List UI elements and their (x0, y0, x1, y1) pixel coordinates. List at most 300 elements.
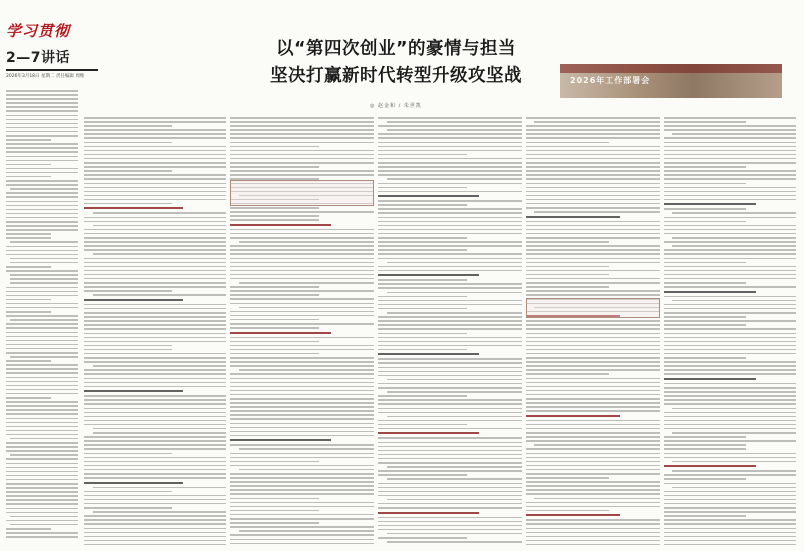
photo-banner-text: 2026年工作部署会 (570, 76, 651, 85)
body-text-line (230, 526, 374, 528)
body-text-line (6, 266, 51, 268)
body-text-line (230, 361, 374, 363)
body-text-line (230, 406, 374, 408)
body-text-line (378, 133, 522, 135)
body-text-line (6, 336, 78, 338)
body-text-line (378, 525, 522, 527)
section-subhead (378, 512, 479, 514)
body-text-line (230, 386, 374, 388)
body-text-line (526, 237, 660, 239)
body-text-line (664, 170, 796, 172)
body-text-line (378, 166, 522, 168)
body-text-line (378, 395, 467, 397)
headline-line-1: 以“第四次创业”的豪情与担当 (275, 39, 516, 59)
body-text-line (6, 156, 78, 158)
body-text-line (6, 287, 78, 289)
body-text-line (6, 422, 78, 424)
body-text-line (230, 298, 374, 300)
body-text-line (230, 133, 374, 135)
body-text-line (10, 278, 78, 280)
body-text-line (526, 461, 660, 463)
body-text-line (526, 191, 660, 193)
body-text-line (378, 183, 522, 185)
body-text-line (84, 150, 226, 152)
body-text-line (230, 337, 374, 339)
body-text-line (664, 511, 796, 513)
body-text-line (6, 303, 78, 305)
body-text-line (664, 221, 746, 223)
body-text-line (526, 386, 660, 388)
body-text-line (664, 129, 796, 131)
body-text-line (387, 416, 522, 418)
body-text-line (664, 312, 796, 314)
body-text-line (378, 454, 522, 456)
body-text-line (526, 424, 660, 426)
section-subhead (84, 390, 183, 392)
body-text-line (230, 365, 374, 367)
body-text-line (84, 420, 226, 422)
body-text-line (378, 217, 522, 219)
body-text-line (84, 241, 226, 243)
body-text-line (230, 207, 319, 209)
body-text-line (84, 270, 226, 272)
body-text-line (84, 540, 226, 542)
body-text-line (6, 184, 78, 186)
body-text-line (239, 530, 374, 532)
body-text-line (664, 387, 796, 389)
body-text-line (378, 495, 522, 497)
body-text-line (239, 448, 374, 450)
body-text-line (378, 349, 467, 351)
body-text-line (526, 473, 660, 475)
body-text-line (6, 135, 78, 137)
body-text-line (84, 361, 226, 363)
body-text-line (84, 477, 226, 479)
body-text-line (230, 323, 374, 325)
body-text-line (6, 180, 78, 182)
body-text-line (6, 233, 51, 235)
body-text-line (230, 539, 374, 541)
body-text-line (664, 503, 796, 505)
headline-line-2: 坚决打赢新时代转型升级攻坚战 (270, 66, 522, 86)
body-text-line (378, 474, 467, 476)
body-text-line (526, 390, 660, 392)
body-text-line (664, 412, 796, 414)
body-text-line (378, 403, 522, 405)
body-text-line (84, 532, 226, 534)
body-text-line (526, 378, 660, 380)
body-text-line (6, 340, 78, 342)
body-text-line (664, 523, 796, 525)
body-text-line (84, 199, 226, 201)
body-text-line (230, 414, 374, 416)
body-text-line (664, 162, 796, 164)
body-text-line (378, 424, 467, 426)
body-text-line (664, 403, 796, 405)
body-text-line (526, 353, 660, 355)
body-text-line (6, 344, 78, 346)
body-text-line (230, 327, 319, 329)
body-text-line (664, 217, 796, 219)
body-text-line (84, 503, 226, 505)
body-text-line (378, 233, 522, 235)
body-text-line (84, 178, 226, 180)
body-text-line (526, 137, 660, 139)
body-text-line (230, 315, 374, 317)
body-text-line (378, 253, 522, 255)
body-text-line (6, 221, 78, 223)
body-text-line (526, 195, 660, 197)
body-text-line (10, 454, 78, 456)
body-text-line (526, 493, 660, 495)
section-subhead (664, 378, 756, 380)
body-text-line (378, 341, 522, 343)
body-text-line (378, 521, 522, 523)
body-text-line (6, 528, 51, 530)
body-text-line (526, 519, 660, 521)
body-text-line (84, 337, 226, 339)
body-text-line (230, 543, 374, 545)
body-text-line (378, 408, 522, 410)
body-text-line (6, 332, 78, 334)
body-text-line (664, 383, 796, 385)
body-text-line (6, 491, 78, 493)
body-text-line (230, 286, 319, 288)
body-text-line (93, 225, 226, 227)
body-text-line (230, 489, 374, 491)
body-text-line (6, 98, 78, 100)
body-text-line (84, 137, 226, 139)
body-text-line (84, 158, 226, 160)
body-text-line (534, 444, 660, 446)
body-text-line (6, 520, 78, 522)
body-text-line (378, 204, 467, 206)
body-text-line (526, 465, 660, 467)
body-text-line (84, 237, 226, 239)
body-text-line (84, 174, 226, 176)
body-text-line (6, 311, 51, 313)
body-text-line (84, 324, 226, 326)
body-text-line (664, 208, 746, 210)
body-text-line (378, 229, 522, 231)
body-text-line (664, 225, 796, 227)
body-text-line (378, 345, 522, 347)
body-text-line (526, 183, 660, 185)
body-text-line (664, 483, 796, 485)
body-text-line (230, 444, 374, 446)
body-text-line (10, 438, 78, 440)
body-text-line (84, 403, 226, 405)
photo-caption-block (558, 100, 784, 112)
body-text-line (378, 371, 522, 373)
body-text-line (84, 245, 226, 247)
body-text-line (526, 158, 660, 160)
body-text-line (526, 457, 660, 459)
body-text-line (84, 499, 226, 501)
body-text-line (93, 511, 226, 513)
body-text-line (378, 137, 522, 139)
body-text-line (526, 142, 609, 144)
body-text-line (230, 278, 374, 280)
body-text-line (378, 503, 522, 505)
body-text-line (230, 522, 319, 524)
body-text-line (84, 523, 226, 525)
body-text-line (230, 394, 374, 396)
body-text-line (378, 249, 467, 251)
body-text-line (230, 534, 374, 536)
body-text-line (664, 333, 796, 335)
body-text-line (526, 398, 660, 400)
body-text-line (526, 286, 609, 288)
body-text-line (6, 172, 78, 174)
body-text-line (230, 418, 374, 420)
body-text-line (526, 341, 660, 343)
body-text-line (387, 499, 522, 501)
body-text-line (387, 391, 522, 393)
body-text-line (6, 143, 78, 145)
body-text-line (664, 536, 796, 538)
body-text-line (84, 373, 226, 375)
body-text-line (526, 266, 609, 268)
body-text-line (84, 154, 226, 156)
body-text-line (6, 381, 78, 383)
body-text-line (6, 442, 78, 444)
body-text-line (526, 436, 660, 438)
body-text-line (664, 424, 796, 426)
body-text-line (84, 286, 226, 288)
body-text-line (672, 408, 796, 410)
body-text-line (6, 168, 78, 170)
body-text-line (6, 377, 78, 379)
body-text-line (230, 266, 374, 268)
body-text-line (378, 470, 522, 472)
body-text-line (378, 358, 522, 360)
body-text-line (526, 394, 660, 396)
body-text-line (526, 528, 660, 530)
body-text-line (10, 516, 78, 518)
body-text-line (6, 270, 78, 272)
body-text-line (230, 398, 374, 400)
body-text-line (84, 536, 226, 538)
body-text-line (526, 544, 660, 545)
body-text-line (664, 150, 796, 152)
body-text-line (378, 491, 522, 493)
body-text-line (534, 211, 660, 213)
quote-box (230, 180, 374, 206)
body-text-line (6, 499, 78, 501)
body-text-line (526, 241, 609, 243)
body-text-line (230, 249, 374, 251)
body-text-line (526, 481, 660, 483)
body-text-line (84, 217, 226, 219)
body-text-line (6, 217, 78, 219)
body-text-line (664, 270, 796, 272)
body-text-line (378, 412, 522, 414)
body-text-line (664, 142, 796, 144)
body-text-line (239, 241, 374, 243)
body-text-line (664, 345, 796, 347)
body-text-line (664, 453, 796, 455)
body-text-line (230, 435, 374, 437)
body-text-line (6, 458, 78, 460)
body-text-line (84, 221, 226, 223)
body-text-line (6, 94, 78, 96)
body-text-line (672, 300, 796, 302)
body-text-line (526, 290, 660, 292)
body-text-line (230, 154, 374, 156)
body-text-line (664, 428, 796, 430)
body-text-line (387, 178, 522, 180)
body-text-line (664, 491, 796, 493)
body-text-line (526, 162, 660, 164)
body-text-line (378, 270, 522, 272)
body-text-line (230, 481, 374, 483)
body-text-line (10, 356, 78, 358)
body-text-line (84, 341, 226, 343)
body-text-line (378, 158, 522, 160)
body-text-line (664, 528, 796, 530)
body-text-line (230, 473, 374, 475)
body-text-line (526, 154, 660, 156)
body-text-line (378, 308, 467, 310)
body-text-line (664, 544, 796, 545)
article-header (206, 36, 586, 109)
body-text-line (526, 369, 660, 371)
body-text-line (84, 117, 226, 119)
body-text-line (378, 420, 522, 422)
body-text-line (84, 187, 226, 189)
body-text-line (84, 304, 226, 306)
body-text-line (6, 487, 78, 489)
body-text-line (664, 436, 746, 438)
body-text-line (84, 457, 226, 459)
body-text-line (230, 262, 374, 264)
body-text-line (6, 479, 78, 481)
body-text-line (387, 129, 522, 131)
section-subhead (378, 195, 479, 197)
body-text-line (230, 215, 319, 217)
body-text-line (230, 290, 374, 292)
body-text-line (230, 493, 374, 495)
body-text-line (6, 360, 51, 362)
body-text-line (672, 461, 796, 463)
body-text-line (664, 365, 796, 367)
body-text-line (526, 365, 660, 367)
body-text-line (526, 345, 660, 347)
body-text-line (230, 402, 374, 404)
body-text-line (664, 353, 796, 355)
body-text-line (84, 274, 226, 276)
body-text-line (378, 170, 522, 172)
body-text-line (6, 323, 78, 325)
body-text-line (526, 506, 660, 508)
body-text-line (6, 164, 51, 166)
newspaper-logo: 学习贯彻 (6, 22, 71, 40)
body-text-line (526, 270, 660, 272)
body-text-line (84, 412, 226, 414)
section-subhead (526, 514, 620, 516)
body-text-line (6, 225, 78, 227)
body-text-line (664, 369, 796, 371)
body-text-line (230, 382, 374, 384)
body-text-line (6, 434, 78, 436)
body-text-line (672, 212, 796, 214)
body-text-line (84, 461, 226, 463)
body-text-line (6, 401, 78, 403)
body-text-line (6, 209, 78, 211)
body-text-line (84, 528, 226, 530)
body-text-line (230, 514, 374, 516)
body-text-line (664, 137, 796, 139)
body-text-line (526, 324, 660, 326)
body-text-line (84, 444, 226, 446)
body-text-line (526, 402, 660, 404)
body-text-line (10, 241, 78, 243)
body-text-line (664, 324, 746, 326)
body-text-line (378, 208, 522, 210)
body-text-line (664, 146, 796, 148)
body-text-line (387, 292, 522, 294)
body-text-line (526, 328, 660, 330)
body-text-line (93, 212, 226, 214)
body-text-line (664, 416, 796, 418)
body-text-line (672, 237, 796, 239)
body-text-line (6, 106, 78, 108)
body-text-line (378, 245, 522, 247)
body-text-line (664, 328, 796, 330)
body-text-line (230, 311, 374, 313)
body-text-line (93, 428, 226, 430)
body-text-line (6, 295, 78, 297)
body-text-line (664, 474, 796, 476)
body-text-line (6, 160, 78, 162)
body-text-line (378, 446, 522, 448)
body-text-line (664, 262, 746, 264)
body-text-line (378, 117, 522, 119)
body-text-line (526, 382, 660, 384)
body-text-line (6, 131, 78, 133)
body-text-line (378, 458, 522, 460)
body-text-line (6, 364, 78, 366)
body-text-line (526, 349, 660, 351)
body-text-line (84, 229, 226, 231)
body-text-line (84, 125, 172, 127)
body-text-line (230, 233, 374, 235)
body-text-line (84, 133, 226, 135)
body-text-line (378, 529, 522, 531)
body-column-4 (526, 117, 660, 545)
body-text-line (84, 121, 226, 123)
body-text-line (664, 266, 796, 268)
body-text-line (378, 287, 522, 289)
body-text-line (664, 249, 796, 251)
body-text-line (526, 166, 660, 168)
body-text-line (230, 294, 319, 296)
body-text-line (526, 262, 660, 264)
body-text-line (387, 312, 522, 314)
body-text-line (84, 290, 172, 292)
body-text-line (526, 258, 660, 260)
body-text-line (664, 308, 796, 310)
body-text-line (6, 475, 78, 477)
body-text-line (10, 188, 78, 190)
body-text-line (526, 174, 660, 176)
body-text-line (526, 320, 660, 322)
body-text-line (84, 357, 226, 359)
section-subhead (230, 224, 331, 226)
body-text-line (6, 229, 78, 231)
body-text-line (387, 478, 522, 480)
